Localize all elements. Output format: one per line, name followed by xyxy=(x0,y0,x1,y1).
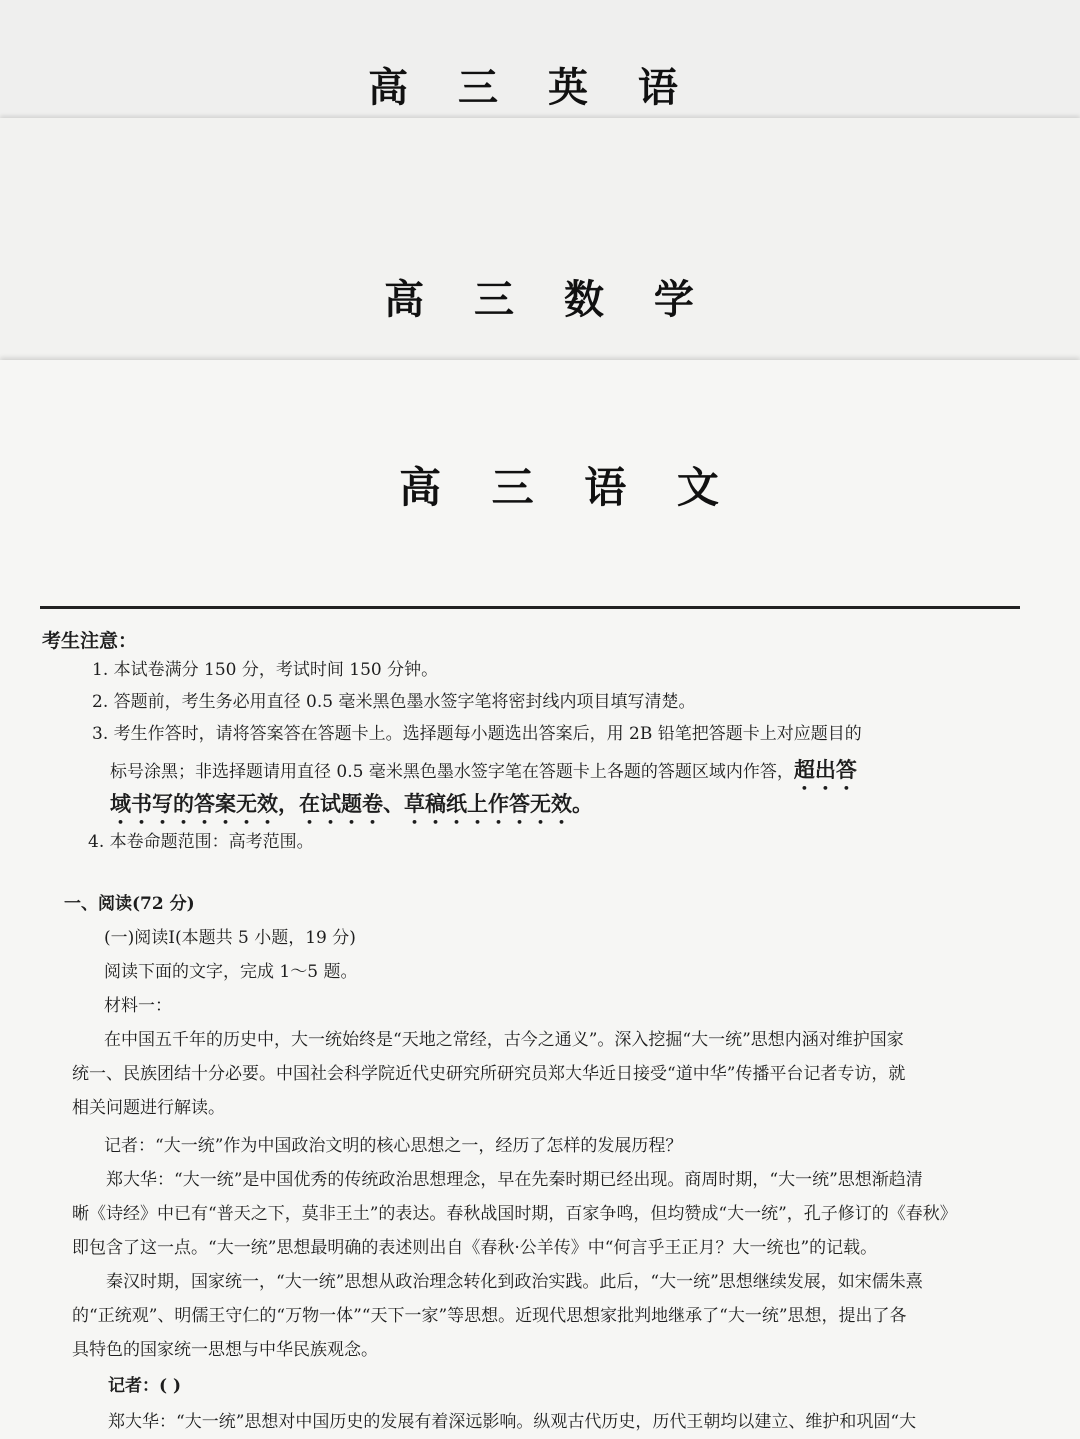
passage-line: 郑大华：“大一统”思想对中国历史的发展有着深远影响。纵观古代历史，历代王朝均以建立、维护和巩固“大 xyxy=(108,1412,917,1432)
passage-line: 郑大华：“大一统”是中国优秀的传统政治思想理念，早在先秦时期已经出现。商周时期，“大一统”思想渐趋清 xyxy=(106,1170,923,1190)
chinese-title: 高 三 语 文 xyxy=(399,463,737,512)
passage-line: 统一、民族团结十分必要。中国社会科学院近代史研究所研究员郑大华近日接受“道中华”传播平台记者专访，就 xyxy=(72,1064,906,1084)
english-title: 高 三 英 语 xyxy=(368,64,696,111)
notice-emphasis: 域书写的答案无效，在试题卷、草稿纸上作答无效。 xyxy=(110,792,593,816)
notice-item-3-cont xyxy=(110,758,857,795)
passage-line-underlined: 秦汉时期，国家统一，“大一统”思想从政治理念转化到政治实践。此后，“大一统”思想继续发展，如宋儒朱熹 xyxy=(106,1272,923,1292)
chinese-exam-sheet xyxy=(0,360,1080,1439)
section-instruction: 阅读下面的文字，完成 1～5 题。 xyxy=(104,962,358,982)
passage-line: 即包含了这一点。“大一统”思想最明确的表述则出自《春秋·公羊传》中“何言乎王正月？大一统也”的记载。 xyxy=(72,1238,878,1258)
passage-line: 记者：“大一统”作为中国政治文明的核心思想之一，经历了怎样的发展历程？ xyxy=(104,1136,683,1156)
section-subheading: (一)阅读Ⅰ(本题共 5 小题，19 分) xyxy=(104,928,356,948)
passage-line: 在中国五千年的历史中，大一统始终是“天地之常经，古今之通义”。深入挖掘“大一统”思想内涵对维护国家 xyxy=(104,1030,904,1050)
passage-line: 晰《诗经》中已有“普天之下，莫非王土”的表达。春秋战国时期，百家争鸣，但均赞成“大一统”，孔子修订的《春秋》 xyxy=(72,1204,957,1224)
header-divider xyxy=(40,606,1020,609)
passage-line: 具特色的国家统一思想与中华民族观念。 xyxy=(72,1340,378,1360)
math-title: 高 三 数 学 xyxy=(384,276,712,323)
notice-heading: 考生注意： xyxy=(42,630,138,652)
section-heading: 一、阅读(72 分) xyxy=(64,894,195,914)
notice-item-4: 4. 本卷命题范围：高考范围。 xyxy=(88,832,314,852)
notice-item-1: 1. 本试卷满分 150 分，考试时间 150 分钟。 xyxy=(92,660,439,680)
passage-line: 的“正统观”、明儒王守仁的“万物一体”“天下一家”等思想。近现代思想家批判地继承了“大一统”思想，提出了各 xyxy=(72,1306,907,1326)
notice-item-3: 3. 考生作答时，请将答案答在答题卡上。选择题每小题选出答案后，用 2B 铅笔把答题卡上对应题目的 xyxy=(92,724,862,744)
notice-item-3-cont-text: 标号涂黑；非选择题请用直径 0.5 毫米黑色墨水签字笔在答题卡上各题的答题区域内作答， xyxy=(110,762,794,782)
notice-emphasis-start: 超出答 xyxy=(793,758,857,782)
passage-line: 相关问题进行解读。 xyxy=(72,1098,225,1118)
material-label: 材料一： xyxy=(104,996,172,1016)
reporter-question-blank: 记者：( ) xyxy=(108,1376,182,1396)
notice-item-2: 2. 答题前，考生务必用直径 0.5 毫米黑色墨水签字笔将密封线内项目填写清楚。 xyxy=(92,692,696,712)
